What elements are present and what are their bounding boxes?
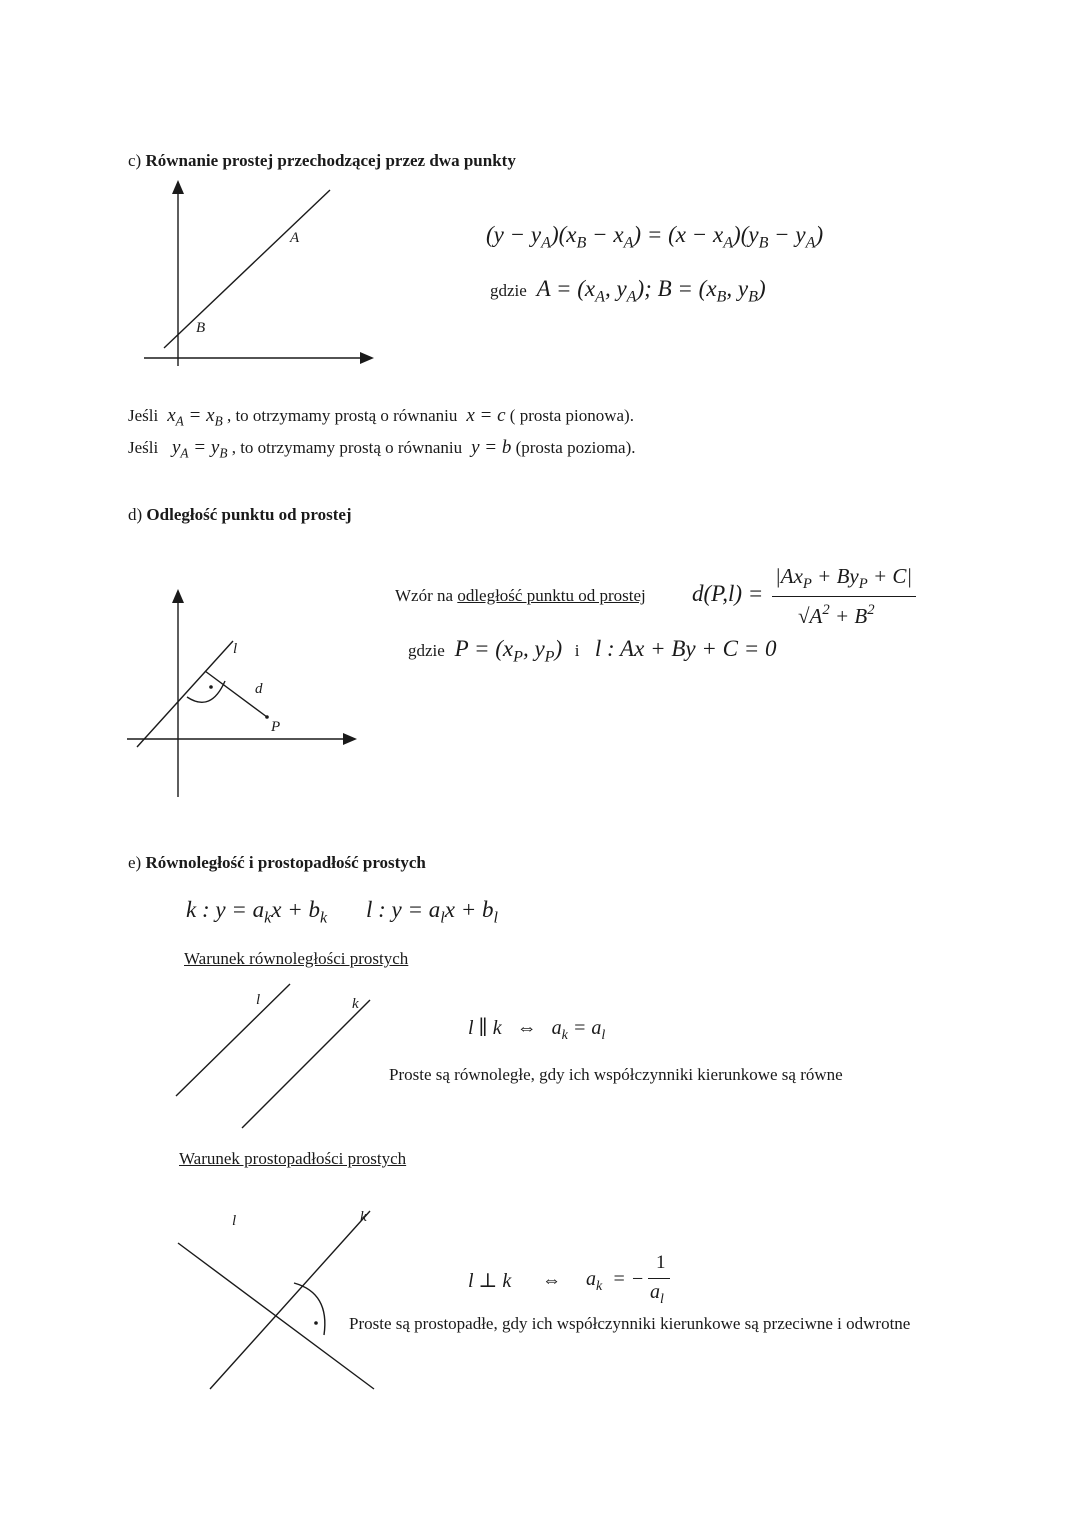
distance-denominator: $√A^2 + B^2$ (798, 602, 875, 628)
line-k (242, 1000, 370, 1128)
section-d-prefix: d) (128, 505, 143, 524)
perpendicular-fraction-line (648, 1278, 670, 1279)
distance-lead-underlined: odległość punktu od prostej (457, 586, 646, 605)
perpendicular-lines-figure (170, 1205, 390, 1400)
line-l-label: l (256, 992, 261, 1008)
condition-horizontal: Jeśli $y_A = y_B$ , to otrzymamy prostą o równaniu y = b (prosta pozioma). (128, 437, 636, 461)
perpendicular-description: Proste są prostopadłe, gdy ich współczynniki kierunkowe są przeciwne i odwrotne (349, 1314, 911, 1333)
cond1-note: ( prosta pionowa). (509, 406, 634, 425)
perpendicular-numerator: 1 (656, 1252, 666, 1273)
right-angle-dot (209, 685, 213, 689)
gdzie-label: gdzie (408, 641, 445, 660)
point-p-label: P (271, 719, 281, 735)
section-e-title: Równoległość i prostopadłość prostych (145, 853, 426, 872)
line-l-label: l (233, 641, 238, 657)
right-angle-dot (314, 1321, 318, 1325)
cond1-text: , to otrzymamy prostą o równaniu (226, 406, 458, 425)
line-l (176, 984, 290, 1096)
parallel-lines-figure (170, 980, 390, 1130)
right-angle-arc (187, 681, 225, 702)
section-d-heading (128, 505, 352, 525)
point-p-dot (265, 715, 269, 719)
perpendicular-denominator: $a_l$ (650, 1281, 664, 1307)
section-c-heading (128, 151, 516, 171)
distance-fraction-line (772, 596, 916, 597)
section-d-title: Odległość punktu od prostej (146, 505, 352, 524)
point-b-label: B (196, 320, 206, 336)
section-e-heading (128, 853, 426, 873)
distance-formula-lhs: d(P,l) = (692, 581, 764, 606)
gdzie-label: gdzie (490, 281, 527, 300)
perpendicular-iff: ⇔ (542, 1270, 561, 1291)
line-k-label: k (360, 1209, 367, 1225)
line-k-equation: k : $y = a_kx + b_k$ (186, 897, 328, 927)
and-label: i (574, 641, 580, 660)
line-k (210, 1211, 370, 1389)
y-axis-arrow (172, 180, 184, 194)
line-l-label: l (232, 1213, 237, 1229)
cond2-text: , to otrzymamy prostą o równaniu (231, 438, 463, 457)
distance-numerator: $|Ax_P + By_P + C|$ (775, 564, 913, 593)
cond2-note: (prosta pozioma). (515, 438, 636, 457)
point-a-label: A (290, 230, 300, 246)
parallel-formula: l ∥ k ⇔ $a_k = a_l$ (468, 1017, 606, 1043)
line-ab (164, 190, 330, 348)
section-c-title: Równanie prostej przechodzącej przez dwa punkty (145, 151, 516, 170)
line-k-label: k (352, 996, 359, 1012)
parallel-description: Proste są równoległe, gdy ich współczynniki kierunkowe są równe (389, 1065, 843, 1084)
jesli-label: Jeśli (128, 438, 159, 457)
two-point-formula: $(y - y_A)(x_B - x_A) = (x - x_A)(y_B - y_A)$ (486, 222, 824, 252)
distance-where: gdzie $P = (x_P$, $y_P$) i l : Ax + By + C = 0 (408, 636, 777, 666)
distance-lead-text: Wzór na (395, 586, 454, 605)
line-l (137, 641, 233, 747)
two-point-line-figure (140, 180, 380, 370)
distance-label: d (255, 681, 263, 697)
section-c-prefix: c) (128, 151, 142, 170)
line-l-equation: l : Ax + By + C = 0 (594, 636, 777, 661)
parallel-heading: Warunek równoległości prostych (184, 949, 409, 968)
x-axis-arrow (343, 733, 357, 745)
distance-formula-lead (395, 586, 646, 606)
perpendicular-ak: $a_k$ = − (586, 1268, 645, 1294)
line-l-definition: l : $y = a_lx + b_l$ (366, 897, 498, 927)
point-line-distance-figure (125, 585, 365, 800)
condition-vertical: Jeśli $x_A = x_B$ , to otrzymamy prostą o równaniu x = c ( prosta pionowa). (128, 405, 634, 429)
jesli-label: Jeśli (128, 406, 159, 425)
x-axis-arrow (360, 352, 374, 364)
section-e-prefix: e) (128, 853, 142, 872)
y-axis-arrow (172, 589, 184, 603)
perpendicular-heading: Warunek prostopadłości prostych (179, 1149, 407, 1168)
perpendicular-lhs: l ⊥ k (468, 1270, 512, 1292)
two-point-where: gdzie $A = (x_A$, $y_A$); $B = (x_B$, $y_B$) (490, 276, 766, 306)
